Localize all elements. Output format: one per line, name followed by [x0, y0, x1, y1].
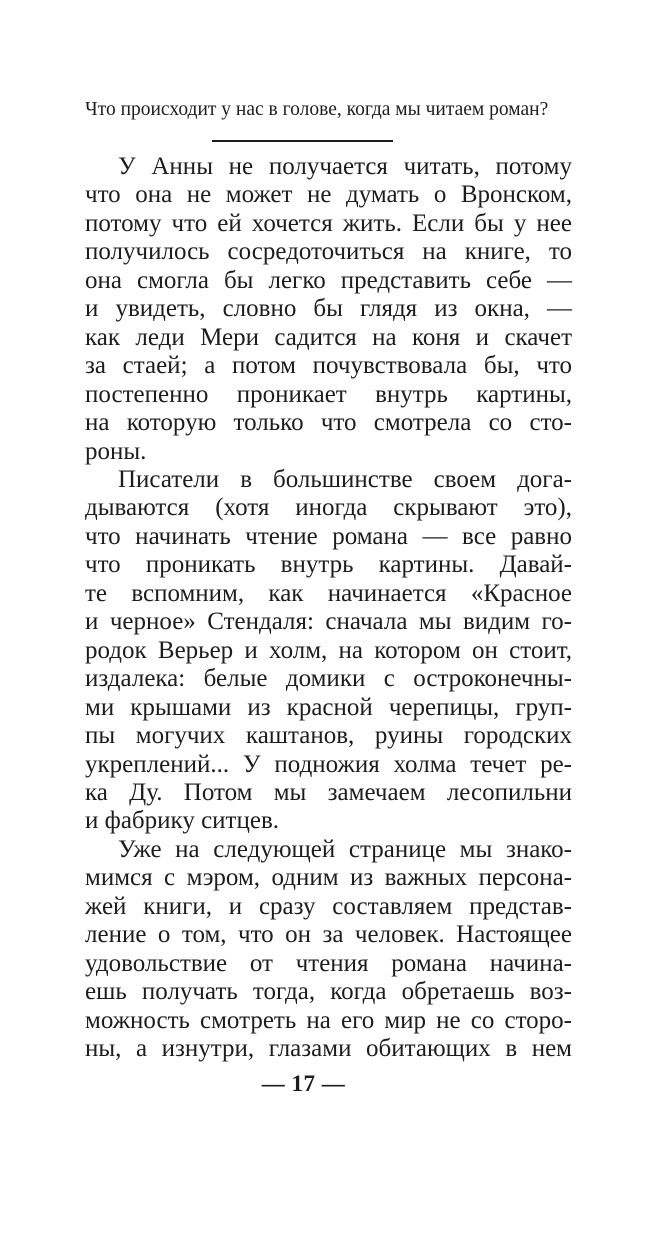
text-line: ны, а изнутри, глазами обитающих в нем [85, 1035, 572, 1063]
text-line: укреплений... У подножия холма течет ре- [85, 750, 572, 778]
text-line: те вспомним, как начинается «Красное [85, 579, 572, 607]
page-body [85, 153, 572, 1064]
text-line: роны. [85, 437, 147, 465]
text-line: издалека: белые домики с остроконечны- [85, 665, 572, 693]
text-line: удовольствие от чтения романа начина- [85, 949, 572, 977]
running-head-rule [212, 140, 393, 142]
text-line: ми крышами из красной черепицы, груп- [85, 693, 572, 721]
text-line: ка Ду. Потом мы замечаем лесопильни [85, 778, 572, 806]
text-line: что начинать чтение романа — все равно [85, 522, 572, 550]
text-line: постепенно проникает внутрь картины, [85, 380, 572, 408]
text-line: на которую только что смотрела со сто- [85, 409, 572, 437]
text-line: как леди Мери садится на коня и скачет [85, 323, 572, 351]
text-line: пы могучих каштанов, руины городских [85, 722, 572, 750]
text-line: ление о том, что он за человек. Настоящее [85, 921, 572, 949]
text-line: дываются (хотя иногда скрывают это), [85, 494, 572, 522]
text-line: ешь получать тогда, когда обретаешь воз- [85, 978, 572, 1006]
text-line: потому что ей хочется жить. Если бы у нее [85, 209, 572, 237]
paragraph [85, 153, 572, 466]
text-line: жей книги, и сразу составляем представ- [85, 892, 572, 920]
text-line: Писатели в большинстве своем дога- [118, 465, 572, 493]
text-line: что проникать внутрь картины. Давай- [85, 551, 572, 579]
paragraph [85, 836, 572, 1064]
text-line: она смогла бы легко представить себе — [85, 266, 572, 294]
text-line: за стаей; а потом почувствовала бы, что [85, 352, 572, 380]
text-line: У Анны не получается читать, потому [118, 153, 572, 180]
text-line: получилось сосредоточиться на книге, то [85, 238, 572, 266]
text-line: и черное» Стендаля: сначала мы видим го- [85, 608, 572, 636]
paragraph [85, 466, 572, 836]
running-head: Что происходит у нас в голове, когда мы читаем роман? [85, 99, 549, 120]
text-line: родок Верьер и холм, на котором он стоит, [85, 636, 572, 664]
page-number: — 17 — [261, 1071, 346, 1096]
text-line: можность смотреть на его мир не со сторо- [85, 1006, 572, 1034]
text-line: мимся с мэром, одним из важных персона- [85, 864, 572, 892]
text-line: и фабрику ситцев. [85, 807, 279, 835]
text-line: и увидеть, словно бы глядя из окна, — [85, 295, 572, 323]
text-line: что она не может не думать о Вронском, [85, 181, 572, 209]
text-line: Уже на следующей странице мы знако- [118, 835, 572, 863]
